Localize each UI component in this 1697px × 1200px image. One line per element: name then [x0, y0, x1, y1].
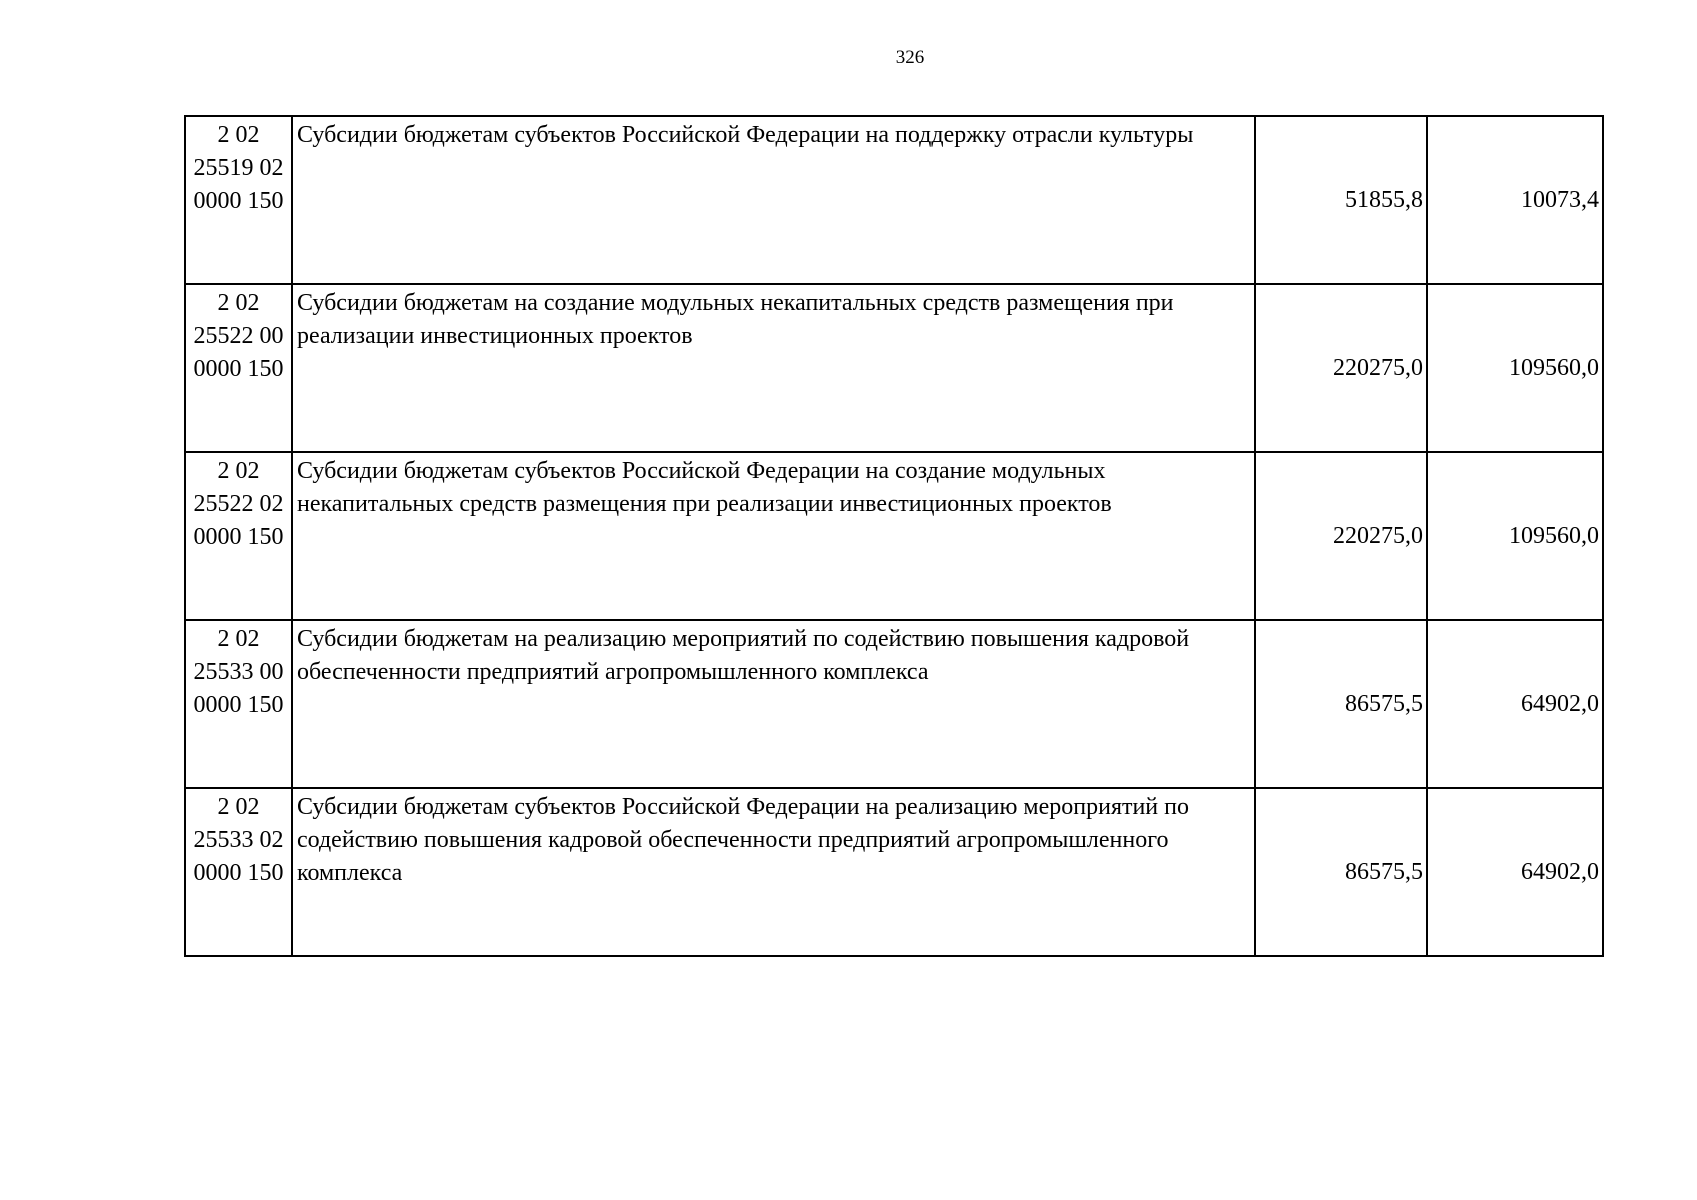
- budget-code-line: 0000 150: [193, 860, 284, 886]
- budget-code-line: 25522 00: [193, 323, 284, 349]
- item-name-cell: Субсидии бюджетам на создание модульных некапитальных средств размещения при реализации инвестиционных проектов: [292, 284, 1255, 452]
- value-2-cell: 109560,0: [1427, 284, 1603, 452]
- value-1-cell: 86575,5: [1255, 620, 1427, 788]
- table-row: [185, 620, 1603, 788]
- table-row: [185, 284, 1603, 452]
- value-1-cell: 220275,0: [1255, 284, 1427, 452]
- table-row: [185, 116, 1603, 284]
- value-2-cell: 10073,4: [1427, 116, 1603, 284]
- budget-code-line: 25522 02: [193, 491, 284, 517]
- value-2-cell: 109560,0: [1427, 452, 1603, 620]
- item-name-cell: Субсидии бюджетам на реализацию мероприятий по содействию повышения кадровой обеспеченности предприятий агропромышленного комплекса: [292, 620, 1255, 788]
- budget-code-line: 25533 00: [193, 659, 284, 685]
- budget-code-line: 0000 150: [193, 524, 284, 550]
- table-row: [185, 452, 1603, 620]
- item-name-cell: Субсидии бюджетам субъектов Российской Федерации на создание модульных некапитальных средств размещения при реализации инвестиционных проектов: [292, 452, 1255, 620]
- budget-code-line: 25533 02: [193, 827, 284, 853]
- item-name-cell: Субсидии бюджетам субъектов Российской Федерации на поддержку отрасли культуры: [292, 116, 1255, 284]
- budget-code-line: 2 02: [217, 626, 260, 652]
- value-2-cell: 64902,0: [1427, 788, 1603, 956]
- budget-code-cell: [185, 788, 292, 956]
- budget-code-cell: [185, 620, 292, 788]
- item-name-cell: Субсидии бюджетам субъектов Российской Федерации на реализацию мероприятий по содействию повышения кадровой обеспеченности предприятий агропромышленного комплекса: [292, 788, 1255, 956]
- budget-code-line: 2 02: [217, 122, 260, 148]
- budget-code-line: 0000 150: [193, 692, 284, 718]
- table-row: [185, 788, 1603, 956]
- page-number: 326: [895, 47, 925, 68]
- budget-table: [184, 115, 1604, 957]
- budget-code-cell: [185, 452, 292, 620]
- budget-code-line: 2 02: [217, 458, 260, 484]
- value-1-cell: 220275,0: [1255, 452, 1427, 620]
- budget-code-cell: [185, 284, 292, 452]
- budget-code-line: 2 02: [217, 290, 260, 316]
- budget-code-line: 0000 150: [193, 356, 284, 382]
- value-1-cell: 86575,5: [1255, 788, 1427, 956]
- budget-code-line: 25519 02: [193, 155, 284, 181]
- budget-code-cell: [185, 116, 292, 284]
- value-2-cell: 64902,0: [1427, 620, 1603, 788]
- value-1-cell: 51855,8: [1255, 116, 1427, 284]
- budget-code-line: 0000 150: [193, 188, 284, 214]
- budget-code-line: 2 02: [217, 794, 260, 820]
